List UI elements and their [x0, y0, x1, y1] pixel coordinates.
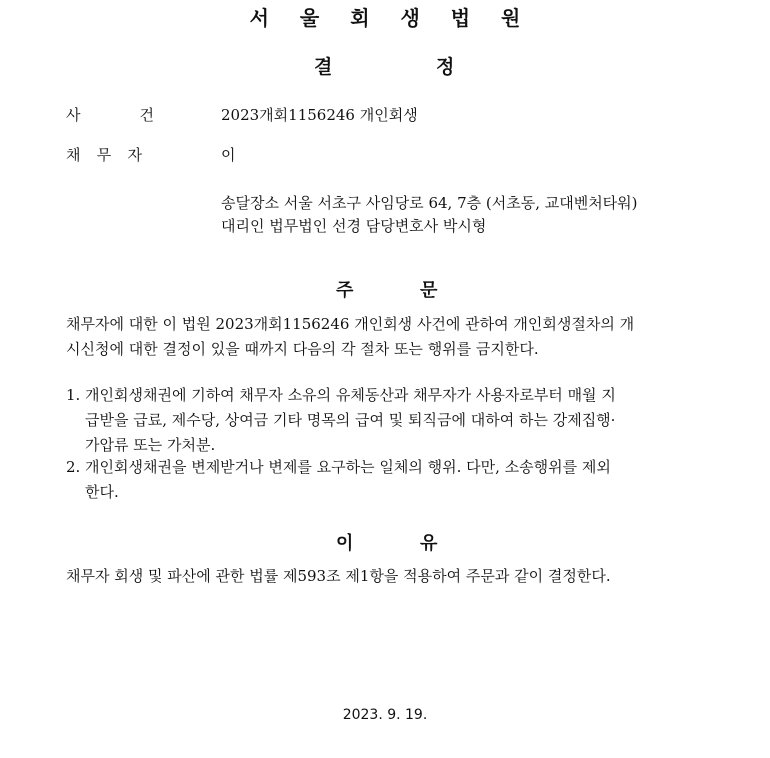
debtor-label-char: 무	[96, 146, 112, 164]
case-label	[66, 104, 154, 125]
debtor-label-char: 채	[66, 146, 81, 164]
order-item-text	[85, 383, 705, 458]
order-item-text	[85, 455, 705, 505]
agent-info: 대리인 법무법인 선경 담당변호사 박시형	[221, 217, 487, 235]
reason-heading-char: 유	[420, 533, 438, 554]
order-item-line: 가압류 또는 가처분.	[85, 436, 216, 454]
debtor-name: 이	[221, 146, 236, 164]
order-intro-line: 채무자에 대한 이 법원 2023개회1156246 개인회생 사건에 관하여 개인회생절차의 개	[66, 315, 635, 333]
order-item	[66, 383, 706, 458]
court-name: 서 울 회 생 법 원	[249, 6, 533, 30]
case-label-char: 사	[66, 106, 81, 124]
order-item-line: 개인회생채권을 변제받거나 변제를 요구하는 일체의 행위. 다만, 소송행위를 제외	[85, 458, 611, 476]
decision-date: 2023. 9. 19.	[342, 707, 428, 723]
reason-text: 채무자 회생 및 파산에 관한 법률 제593조 제1항을 적용하여 주문과 같이 결정한다.	[66, 567, 611, 585]
debtor-label-char: 자	[127, 146, 142, 164]
debtor-label	[66, 144, 142, 165]
document-title-char-1: 결	[314, 56, 333, 78]
order-intro-line: 시신청에 대한 결정이 있을 때까지 다음의 각 절차 또는 행위를 금지한다.	[66, 340, 539, 358]
order-heading-char: 문	[420, 280, 438, 301]
order-item-number: 1.	[66, 386, 81, 404]
order-item	[66, 455, 706, 505]
service-address: 송달장소 서울 서초구 사임당로 64, 7층 (서초동, 교대벤처타워)	[221, 194, 638, 212]
order-item-number: 2.	[66, 458, 81, 476]
document-title-char-2: 정	[436, 56, 455, 78]
case-label-char: 건	[139, 106, 154, 124]
order-intro	[66, 312, 706, 362]
reason-heading-char: 이	[336, 533, 354, 554]
order-item-line: 한다.	[85, 483, 119, 501]
order-heading-char: 주	[336, 280, 354, 301]
case-number: 2023개회1156246 개인회생	[221, 106, 418, 124]
order-item-line: 개인회생채권에 기하여 채무자 소유의 유체동산과 채무자가 사용자로부터 매월 지	[85, 386, 616, 404]
order-item-line: 급받을 급료, 제수당, 상여금 기타 명목의 급여 및 퇴직금에 대하여 하는 강제집행·	[85, 411, 616, 429]
